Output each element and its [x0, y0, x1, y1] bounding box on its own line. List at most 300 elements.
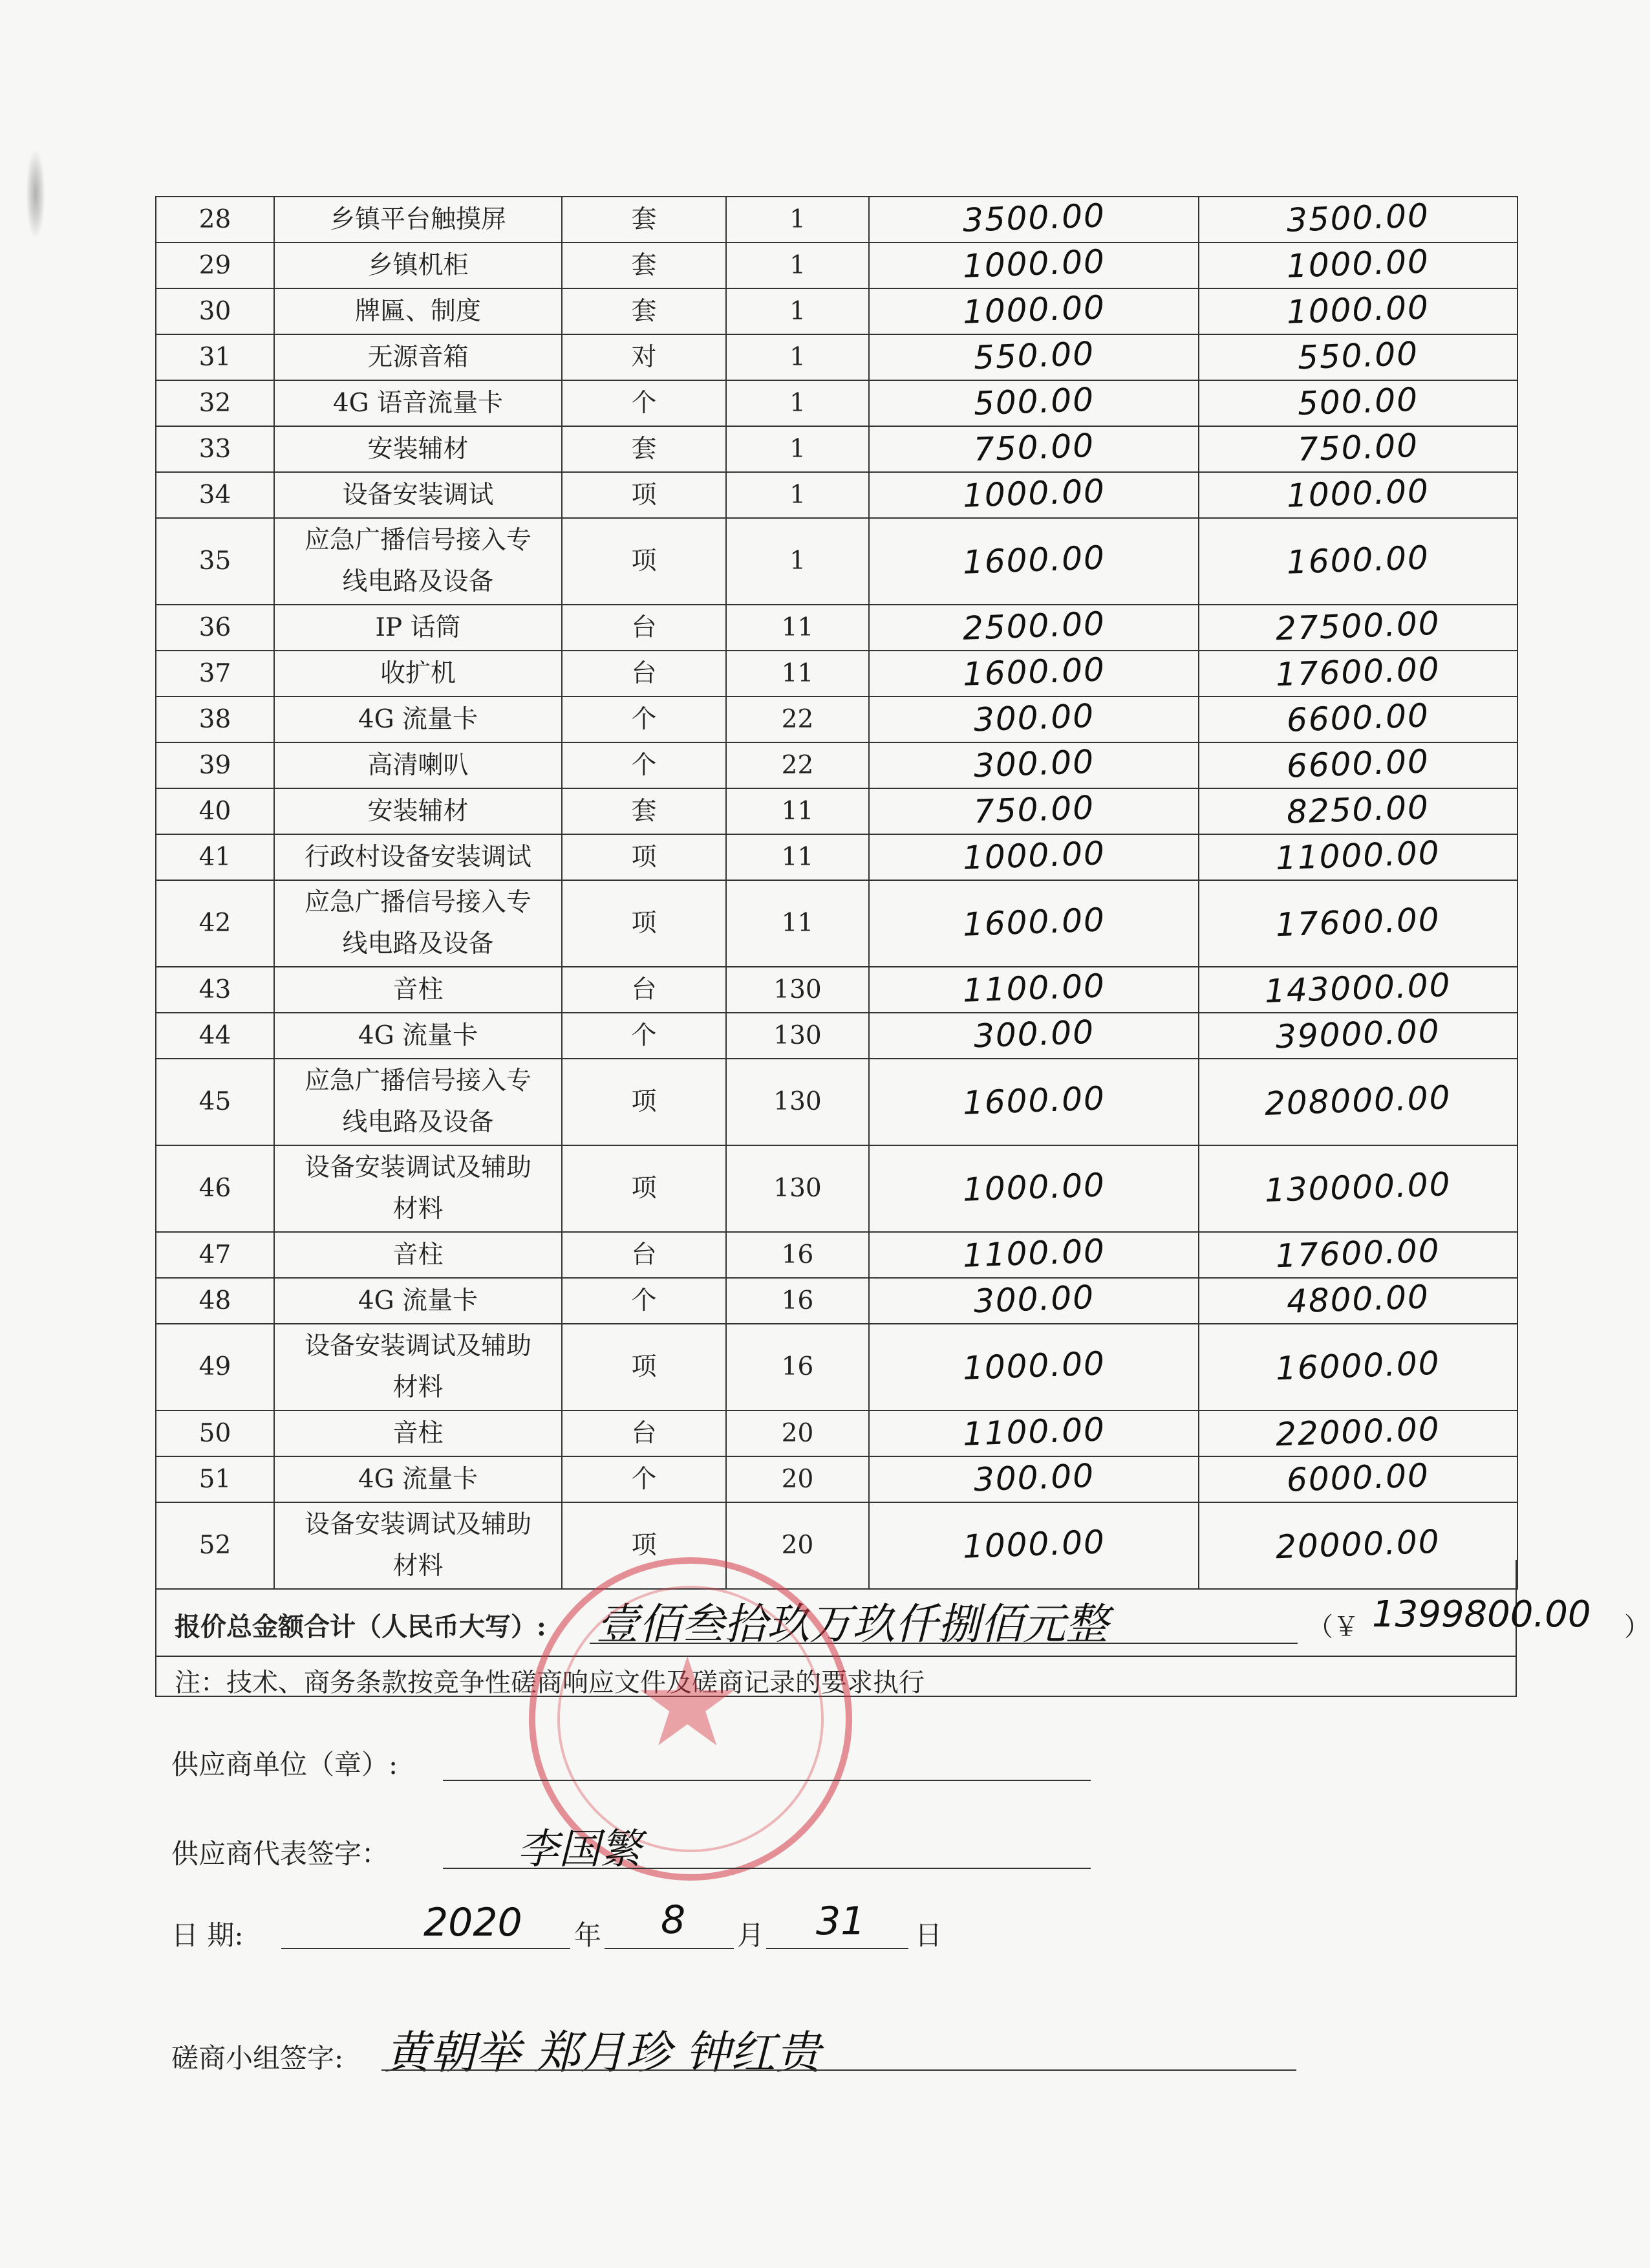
unit-price-cell	[869, 1456, 1199, 1502]
item-quantity: 1	[789, 250, 806, 280]
item-unit-cell	[562, 1410, 726, 1456]
item-unit-cell	[562, 1232, 726, 1278]
line-total: 550.00	[1297, 334, 1419, 377]
item-quantity: 1	[789, 296, 806, 326]
total-amount-number: 1399800.00	[1372, 1593, 1591, 1636]
total-amount-open: （￥	[1307, 1612, 1359, 1642]
item-name: 应急广播信号接入专	[304, 1066, 531, 1096]
item-name: 音柱	[392, 975, 444, 1004]
item-name: 4G 流量卡	[358, 1464, 478, 1494]
supplier-rep-label: 供应商代表签字：	[171, 1838, 389, 1870]
row-number-cell	[156, 334, 274, 380]
item-unit: 个	[631, 750, 657, 780]
unit-price: 1600.00	[961, 651, 1106, 693]
item-name: 音柱	[392, 1418, 444, 1448]
line-total: 208000.00	[1264, 1078, 1452, 1123]
item-unit: 个	[631, 1021, 657, 1050]
row-number: 39	[198, 750, 231, 780]
item-name-cell	[274, 697, 562, 742]
table-row	[156, 697, 1517, 742]
unit-price-cell	[869, 518, 1199, 605]
item-unit: 项	[631, 1174, 657, 1203]
item-unit: 台	[631, 658, 657, 688]
item-unit: 项	[631, 1531, 657, 1560]
unit-price: 500.00	[972, 380, 1095, 423]
row-number-cell	[156, 380, 274, 426]
unit-price: 1100.00	[961, 1410, 1106, 1453]
date-year-label: 年	[574, 1919, 602, 1951]
line-total-cell	[1199, 243, 1517, 288]
table-row	[156, 1456, 1517, 1502]
item-quantity-cell	[726, 1410, 869, 1456]
item-quantity: 11	[781, 796, 814, 826]
line-total-cell	[1199, 1324, 1517, 1410]
item-unit: 套	[631, 204, 657, 234]
unit-price: 300.00	[972, 1278, 1095, 1321]
unit-price-cell	[869, 1324, 1199, 1410]
line-total: 20000.00	[1275, 1522, 1441, 1566]
row-number-cell	[156, 1145, 274, 1232]
item-name-cell	[274, 288, 562, 334]
item-quantity-cell	[726, 243, 869, 288]
item-unit-cell	[562, 380, 726, 426]
item-unit-cell	[562, 1324, 726, 1410]
item-name-cell	[274, 788, 562, 834]
item-quantity: 11	[781, 842, 814, 872]
line-total: 6600.00	[1286, 697, 1430, 739]
item-name-cell	[274, 380, 562, 426]
item-name-cell	[274, 518, 562, 605]
item-quantity: 22	[781, 750, 814, 780]
row-number: 35	[198, 546, 231, 576]
row-number-cell	[156, 1278, 274, 1324]
unit-price: 300.00	[972, 697, 1095, 739]
row-number: 45	[198, 1087, 231, 1116]
item-name-cell	[274, 243, 562, 288]
item-name: 4G 流量卡	[358, 1286, 478, 1315]
item-unit: 对	[631, 342, 657, 372]
date-year: 2020	[423, 1900, 522, 1945]
unit-price-cell	[869, 880, 1199, 967]
item-unit-cell	[562, 197, 726, 243]
item-name: 音柱	[392, 1240, 444, 1269]
item-unit: 台	[631, 1240, 657, 1269]
item-name-line2: 材料	[392, 1551, 444, 1581]
unit-price: 1000.00	[961, 288, 1106, 331]
line-total: 8250.00	[1286, 788, 1430, 831]
unit-price: 750.00	[972, 788, 1095, 831]
line-total-cell	[1199, 1456, 1517, 1502]
seal-star-icon: ★	[632, 1631, 743, 1774]
table-row	[156, 651, 1517, 697]
item-quantity-cell	[726, 380, 869, 426]
item-quantity-cell	[726, 834, 869, 880]
supplier-rep-line	[443, 1868, 1091, 1869]
table-row	[156, 1232, 1517, 1278]
unit-price: 1000.00	[961, 243, 1106, 285]
unit-price-cell	[869, 1232, 1199, 1278]
item-name: 无源音箱	[367, 342, 469, 372]
table-row	[156, 834, 1517, 880]
unit-price-cell	[869, 967, 1199, 1013]
item-name-cell	[274, 834, 562, 880]
item-unit: 项	[631, 546, 657, 576]
item-quantity-cell	[726, 1013, 869, 1059]
item-name: 安装辅材	[367, 796, 469, 826]
line-total: 130000.00	[1264, 1165, 1452, 1209]
item-name-cell	[274, 197, 562, 243]
item-name-line2: 材料	[392, 1194, 444, 1224]
unit-price: 1600.00	[961, 538, 1106, 581]
unit-price: 300.00	[972, 1456, 1095, 1499]
item-quantity-cell	[726, 605, 869, 651]
unit-price-cell	[869, 472, 1199, 518]
price-table	[155, 196, 1518, 1590]
unit-price: 1100.00	[961, 967, 1106, 1010]
item-name: 安装辅材	[367, 434, 469, 464]
line-total-cell	[1199, 697, 1517, 742]
item-name-line2: 线电路及设备	[342, 567, 494, 596]
supplier-unit-line	[443, 1780, 1091, 1781]
row-number: 33	[198, 434, 231, 464]
row-number-cell	[156, 426, 274, 472]
item-quantity: 130	[773, 975, 822, 1004]
unit-price-cell	[869, 788, 1199, 834]
unit-price-cell	[869, 697, 1199, 742]
row-number: 30	[198, 296, 231, 326]
panel-signature-line	[381, 2069, 1296, 2071]
row-number: 28	[198, 204, 231, 234]
item-unit-cell	[562, 697, 726, 742]
table-row	[156, 605, 1517, 651]
unit-price-cell	[869, 380, 1199, 426]
item-name: 乡镇平台触摸屏	[329, 204, 506, 234]
item-quantity: 16	[781, 1240, 814, 1269]
date-month-label: 月	[737, 1919, 765, 1951]
item-quantity-cell	[726, 788, 869, 834]
unit-price: 1600.00	[961, 1079, 1106, 1122]
item-name-cell	[274, 1278, 562, 1324]
item-unit: 套	[631, 296, 657, 326]
line-total-cell	[1199, 334, 1517, 380]
unit-price: 1000.00	[961, 472, 1106, 515]
line-total-cell	[1199, 472, 1517, 518]
item-unit-cell	[562, 788, 726, 834]
item-quantity: 16	[781, 1352, 814, 1381]
supplier-unit-label: 供应商单位（章）:	[171, 1749, 398, 1780]
item-unit: 项	[631, 1087, 657, 1116]
line-total: 1600.00	[1286, 538, 1430, 581]
row-number: 48	[198, 1286, 231, 1315]
item-unit: 项	[631, 909, 657, 938]
line-total: 17600.00	[1275, 1231, 1441, 1275]
item-unit-cell	[562, 605, 726, 651]
unit-price-cell	[869, 243, 1199, 288]
unit-price: 300.00	[972, 1013, 1095, 1055]
line-total-cell	[1199, 651, 1517, 697]
unit-price-cell	[869, 834, 1199, 880]
unit-price: 3500.00	[961, 197, 1106, 239]
item-quantity-cell	[726, 197, 869, 243]
row-number: 38	[198, 704, 231, 734]
table-row	[156, 1145, 1517, 1232]
row-number-cell	[156, 788, 274, 834]
item-quantity-cell	[726, 880, 869, 967]
item-name: 4G 流量卡	[358, 1021, 478, 1050]
total-amount-words: 壹佰叁拾玖万玖仟捌佰元整	[596, 1599, 1108, 1649]
row-number-cell	[156, 197, 274, 243]
row-number-cell	[156, 1324, 274, 1410]
item-quantity: 20	[781, 1464, 814, 1494]
item-unit: 台	[631, 1418, 657, 1448]
row-number-cell	[156, 605, 274, 651]
item-name-cell	[274, 1059, 562, 1145]
item-unit-cell	[562, 834, 726, 880]
item-name-cell	[274, 1456, 562, 1502]
table-row	[156, 472, 1517, 518]
line-total-cell	[1199, 197, 1517, 243]
date-month-line	[605, 1948, 734, 1949]
item-quantity: 11	[781, 909, 814, 938]
item-quantity: 1	[789, 434, 806, 464]
item-quantity: 20	[781, 1531, 814, 1560]
supplier-rep-signature: 李国繁	[517, 1826, 641, 1874]
line-total: 39000.00	[1275, 1012, 1441, 1056]
unit-price-cell	[869, 426, 1199, 472]
total-amount-row	[155, 1560, 1650, 1657]
line-total: 6600.00	[1286, 742, 1430, 785]
item-quantity: 1	[789, 480, 806, 510]
line-total: 750.00	[1297, 426, 1419, 469]
item-unit-cell	[562, 1278, 726, 1324]
line-total-cell	[1199, 834, 1517, 880]
row-number-cell	[156, 742, 274, 788]
date-day-line	[766, 1948, 908, 1949]
item-quantity-cell	[726, 1232, 869, 1278]
line-total-cell	[1199, 288, 1517, 334]
item-unit: 套	[631, 796, 657, 826]
item-name-cell	[274, 742, 562, 788]
row-number: 34	[198, 480, 231, 510]
table-row	[156, 742, 1517, 788]
table-row	[156, 1059, 1517, 1145]
item-quantity: 1	[789, 388, 806, 418]
line-total-cell	[1199, 1410, 1517, 1456]
item-name: 4G 流量卡	[358, 704, 478, 734]
unit-price: 1600.00	[961, 900, 1106, 944]
unit-price-cell	[869, 742, 1199, 788]
line-total: 6000.00	[1286, 1456, 1430, 1499]
item-unit-cell	[562, 1013, 726, 1059]
row-number: 50	[198, 1418, 231, 1448]
date-label: 日 期:	[171, 1919, 244, 1951]
date-day: 31	[816, 1899, 866, 1944]
item-quantity: 11	[781, 612, 814, 642]
line-total: 1000.00	[1286, 472, 1430, 515]
line-total: 3500.00	[1286, 197, 1430, 239]
unit-price-cell	[869, 1410, 1199, 1456]
item-unit: 项	[631, 842, 657, 872]
line-total: 17600.00	[1275, 900, 1441, 944]
line-total: 1000.00	[1286, 243, 1430, 285]
row-number: 40	[198, 796, 231, 826]
row-number: 32	[198, 388, 231, 418]
row-number: 37	[198, 658, 231, 688]
row-number-cell	[156, 834, 274, 880]
item-quantity-cell	[726, 518, 869, 605]
item-quantity: 130	[773, 1021, 822, 1050]
panel-signature-label: 磋商小组签字:	[171, 2042, 344, 2074]
table-row	[156, 334, 1517, 380]
item-quantity-cell	[726, 1278, 869, 1324]
table-row	[156, 967, 1517, 1013]
item-unit-cell	[562, 1145, 726, 1232]
unit-price-cell	[869, 651, 1199, 697]
row-number: 44	[198, 1021, 231, 1050]
row-number-cell	[156, 967, 274, 1013]
item-name: 设备安装调试及辅助	[304, 1153, 531, 1182]
row-number: 49	[198, 1352, 231, 1381]
row-number-cell	[156, 1456, 274, 1502]
line-total-cell	[1199, 1278, 1517, 1324]
unit-price-cell	[869, 605, 1199, 651]
line-total: 17600.00	[1275, 650, 1441, 694]
item-quantity: 16	[781, 1286, 814, 1315]
item-name: 牌匾、制度	[354, 296, 481, 326]
item-name: 乡镇机柜	[367, 250, 469, 280]
table-row	[156, 1013, 1517, 1059]
line-total: 1000.00	[1286, 288, 1430, 331]
line-total: 500.00	[1297, 380, 1419, 423]
row-number: 43	[198, 975, 231, 1004]
row-number-cell	[156, 697, 274, 742]
line-total-cell	[1199, 1145, 1517, 1232]
item-unit-cell	[562, 426, 726, 472]
table-row	[156, 1278, 1517, 1324]
item-unit-cell	[562, 472, 726, 518]
item-unit-cell	[562, 1456, 726, 1502]
line-total-cell	[1199, 967, 1517, 1013]
item-name: 应急广播信号接入专	[304, 888, 531, 917]
table-row	[156, 288, 1517, 334]
item-quantity: 130	[773, 1174, 822, 1203]
date-month: 8	[661, 1897, 686, 1943]
item-quantity: 130	[773, 1087, 822, 1116]
table-row	[156, 197, 1517, 243]
item-name: 行政村设备安装调试	[304, 842, 531, 872]
scan-edge-mark	[26, 149, 45, 239]
unit-price: 2500.00	[961, 605, 1106, 647]
row-number: 41	[198, 842, 231, 872]
table-row	[156, 788, 1517, 834]
row-number: 36	[198, 612, 231, 642]
row-number-cell	[156, 472, 274, 518]
item-name-cell	[274, 605, 562, 651]
item-unit: 台	[631, 612, 657, 642]
unit-price-cell	[869, 1278, 1199, 1324]
line-total-cell	[1199, 518, 1517, 605]
line-total-cell	[1199, 742, 1517, 788]
unit-price: 550.00	[972, 334, 1095, 377]
row-number-cell	[156, 243, 274, 288]
item-name: 设备安装调试	[342, 480, 494, 510]
item-name: IP 话筒	[375, 612, 461, 642]
row-number: 52	[198, 1531, 231, 1560]
item-name-cell	[274, 967, 562, 1013]
line-total-cell	[1199, 788, 1517, 834]
item-unit-cell	[562, 334, 726, 380]
row-number-cell	[156, 651, 274, 697]
item-unit: 个	[631, 1464, 657, 1494]
row-number-cell	[156, 1059, 274, 1145]
unit-price-cell	[869, 197, 1199, 243]
date-day-label: 日	[915, 1919, 943, 1951]
row-number-cell	[156, 1232, 274, 1278]
unit-price-cell	[869, 1145, 1199, 1232]
item-quantity-cell	[726, 697, 869, 742]
item-name: 设备安装调试及辅助	[304, 1332, 531, 1361]
row-number: 51	[198, 1464, 231, 1494]
item-quantity-cell	[726, 288, 869, 334]
item-name-cell	[274, 1232, 562, 1278]
row-number: 42	[198, 909, 231, 938]
item-quantity-cell	[726, 426, 869, 472]
line-total: 11000.00	[1275, 834, 1441, 878]
line-total: 143000.00	[1264, 966, 1452, 1011]
item-quantity-cell	[726, 1456, 869, 1502]
panel-signatures: 黄朝举 郑月珍 钟红贵	[385, 2026, 821, 2079]
item-quantity: 20	[781, 1418, 814, 1448]
item-name: 应急广播信号接入专	[304, 526, 531, 555]
table-row	[156, 380, 1517, 426]
item-quantity-cell	[726, 742, 869, 788]
item-quantity-cell	[726, 1324, 869, 1410]
total-amount-label: 报价总金额合计（人民币大写）:	[175, 1612, 546, 1642]
item-unit: 套	[631, 250, 657, 280]
item-unit-cell	[562, 742, 726, 788]
item-name: 高清喇叭	[367, 750, 469, 780]
line-total-cell	[1199, 380, 1517, 426]
item-unit-cell	[562, 967, 726, 1013]
item-quantity: 1	[789, 546, 806, 576]
row-number-cell	[156, 518, 274, 605]
table-row	[156, 880, 1517, 967]
item-quantity-cell	[726, 651, 869, 697]
item-unit: 个	[631, 388, 657, 418]
item-name-cell	[274, 880, 562, 967]
item-name-cell	[274, 1145, 562, 1232]
item-unit: 个	[631, 704, 657, 734]
unit-price: 1000.00	[961, 1165, 1106, 1209]
line-total: 16000.00	[1275, 1344, 1441, 1387]
item-unit-cell	[562, 1059, 726, 1145]
item-unit-cell	[562, 518, 726, 605]
item-quantity: 11	[781, 658, 814, 688]
table-row	[156, 243, 1517, 288]
item-name-cell	[274, 1410, 562, 1456]
item-name-line2: 材料	[392, 1373, 444, 1402]
table-row	[156, 426, 1517, 472]
unit-price-cell	[869, 1059, 1199, 1145]
item-unit-cell	[562, 243, 726, 288]
line-total-cell	[1199, 1013, 1517, 1059]
total-amount-close: ）	[1624, 1612, 1650, 1642]
row-number-cell	[156, 880, 274, 967]
item-quantity-cell	[726, 1059, 869, 1145]
table-row	[156, 1324, 1517, 1410]
row-number: 46	[198, 1174, 231, 1203]
item-unit: 项	[631, 1352, 657, 1381]
